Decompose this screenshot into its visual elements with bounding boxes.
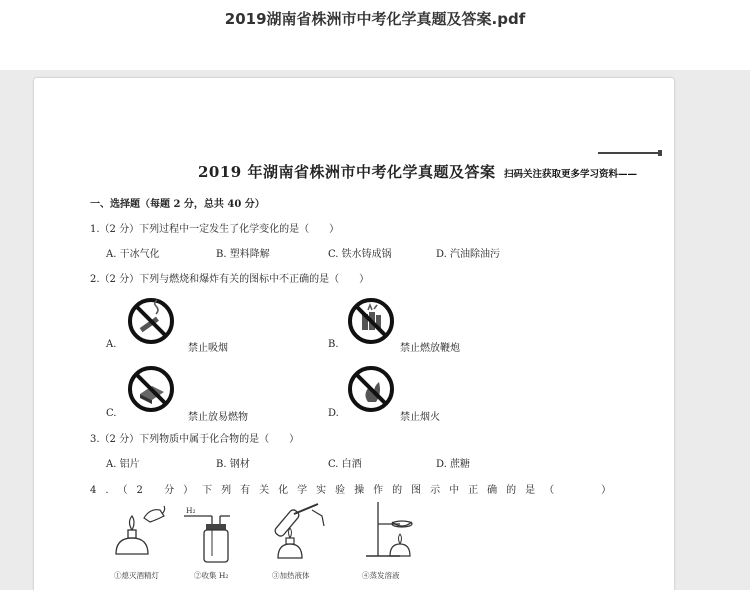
evaporate-solution-figure [360,500,426,562]
section-heading: 一、选择题（每题 2 分，总共 40 分） [90,199,265,210]
q3-option-b: B. 钢材 [216,459,250,470]
document-title: 2019 年湖南省株洲市中考化学真题及答案 [198,163,496,181]
question-2-stem: 2.（2 分）下列与燃烧和爆炸有关的图标中不正确的是（ ） [90,274,370,285]
q2-option-b-letter: B. [328,339,339,350]
question-4-stem: 4.（2 分）下列有关化学实验操作的图示中正确的是（ ） [90,485,621,496]
q1-option-a: A. 干冰气化 [106,249,160,260]
q2-option-b-label: 禁止燃放鞭炮 [400,343,460,354]
no-fire-sign-icon [346,364,396,414]
q1-option-c: C. 铁水铸成锅 [328,249,392,260]
q4-caption-3: ③加热液体 [272,571,310,580]
no-flammables-sign-icon [126,364,176,414]
question-1-stem: 1.（2 分）下列过程中一定发生了化学变化的是（ ） [90,224,340,235]
file-title: 2019湖南省株洲市中考化学真题及答案.pdf [224,10,526,28]
question-3-stem: 3.（2 分）下列物质中属于化合物的是（ ） [90,434,300,445]
header-rule-mark [658,150,662,156]
qr-promo-text[interactable]: 扫码关注获取更多学习资料—— [504,169,638,180]
q2-option-c-letter: C. [106,408,117,419]
q4-caption-1: ①熄灭酒精灯 [114,571,159,580]
q2-option-d-letter: D. [328,408,339,419]
q3-option-c: C. 白酒 [328,459,362,470]
q3-option-d: D. 蔗糖 [436,459,471,470]
pdf-page [34,78,674,590]
q4-caption-2: ②收集 H₂ [194,571,229,580]
extinguish-alcohol-lamp-figure [104,500,174,558]
q2-option-d-label: 禁止烟火 [400,412,440,423]
collect-hydrogen-figure [184,512,234,564]
no-smoking-sign-icon [126,296,176,346]
q4-gas-label: H₂ [186,506,196,515]
q1-option-d: D. 汽油除油污 [436,249,501,260]
q4-caption-4: ④蒸发溶液 [362,571,400,580]
q2-option-c-label: 禁止放易燃物 [188,412,248,423]
q3-option-a: A. 铝片 [106,459,140,470]
q1-option-b: B. 塑料降解 [216,249,270,260]
q2-option-a-label: 禁止吸烟 [188,343,228,354]
viewer-titlebar [0,0,750,70]
heat-liquid-figure [268,500,330,562]
no-firecrackers-sign-icon [346,296,396,346]
header-rule [598,152,662,154]
q2-option-a-letter: A. [106,339,117,350]
